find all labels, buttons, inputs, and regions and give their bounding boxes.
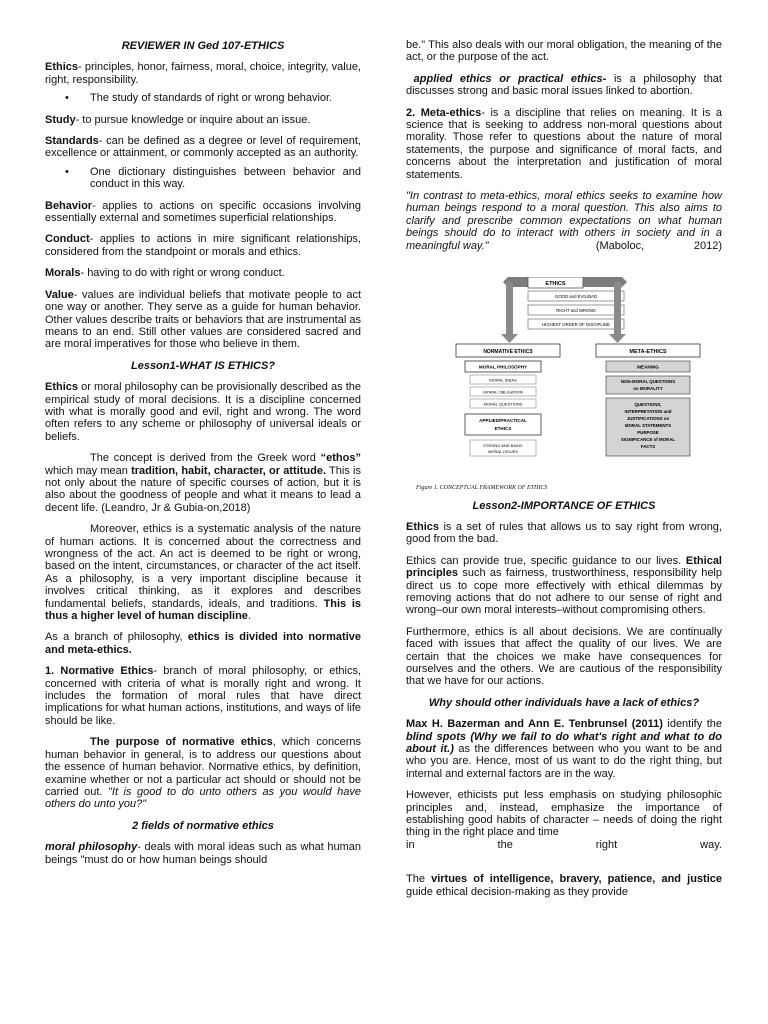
q-line-4: MORAL STATEMENTS (624, 422, 672, 428)
nonmoral-label-2: on MORALITY (633, 385, 663, 391)
q-line-1: QUESTIONS, (634, 401, 662, 407)
normative-purpose-paragraph: The purpose of normative ethics, which concerns human behavior in general, is to address our questions about the essence of human behavior. Normative ethics, by definition, examine whether or not a particular act should or should not be carried out. "It is good to do unto others as you would have others do unto you?" (45, 736, 361, 811)
moral-philosophy-label: MORAL PHILOSOPHY (478, 364, 528, 369)
q-line-3: JUSTIFICATIONS on (626, 415, 670, 421)
right-column (406, 39, 722, 907)
meta-label: META-ETHICS (629, 348, 667, 355)
fields-heading: 2 fields of normative ethics (132, 819, 274, 832)
applied-label-1: APPLIED/PRACTICAL (479, 417, 527, 423)
lesson1-paragraph-4: As a branch of philosophy, ethics is divided into normative and meta-ethics. (45, 631, 361, 656)
left-down-arrow (501, 282, 518, 343)
ethics-bullet-list (45, 92, 361, 104)
mp-item-1: MORAL IDEAS (489, 376, 517, 382)
top-item-1: GOOD and EVIL/BAD (554, 293, 598, 299)
list-item: • The study of standards of right or wrong behavior. (45, 92, 361, 104)
lesson1-paragraph-3: Moreover, ethics is a systematic analysis of the nature of human actions. It is concerned about the correctness and wrongness of the act. An act is deemed to be right or wrong, based on the intent, circumstances, or character of the act itself. As a philosophy, is a very important discipline because it involves critical thinking, as it explores and describes fundamental beliefs, standards, ideals, and traditions. This is thus a higher level of human discipline. (45, 523, 362, 623)
study-definition: Study- to pursue knowledge or inquire about an issue. (45, 113, 311, 126)
lesson1-paragraph-1: Ethics or moral philosophy can be provisionally described as the empirical study of moral decisions. It is a discipline concerned with what is morally good and evil, right and wrong. The word often refers to any scheme or philosophy of universal ideals or beliefs. (45, 381, 361, 443)
value-definition: Value- values are individual beliefs that motivate people to act one way or another. They serve as a guide for human behavior. Other values describe traits or behaviors that are instrumental as means to an end. Still other values are considered sacred and are moral imperatives for those who believe in them. (45, 288, 361, 351)
list-item: • One dictionary distinguishes between behavior and conduct in this way. (45, 166, 361, 191)
why-heading: Why should other individuals have a lack of ethics? (428, 696, 700, 709)
q-line-5: PURPOSE (637, 429, 659, 435)
applied-label-2: ETHICS (494, 425, 512, 431)
lesson2-heading: Lesson2-IMPORTANCE OF ETHICS (472, 499, 656, 512)
top-item-2: RIGHT and WRONG (556, 307, 596, 313)
normative-ethics-paragraph: 1. Normative Ethics- branch of moral philosophy, or ethics, concerned with criteria of what is morally right and wrong. It includes the formation of moral rules that have direct implications for what human actions, institutions, and ways of life should be like. (45, 665, 361, 727)
conduct-definition: Conduct- applies to actions in mire significant relationships, considered from the standpoint or morals and ethics. (45, 233, 361, 258)
morals-definition: Morals- having to do with right or wrong conduct. (45, 267, 285, 280)
continued-paragraph: be." This also deals with our moral obligation, the meaning of the act, or the purpose of the act. (406, 39, 722, 64)
virtues-paragraph: The virtues of intelligence, bravery, patience, and justice guide ethical decision-making as they provide (406, 873, 722, 898)
q-line-7: FACTS (640, 443, 656, 449)
maboloc-quote: "In contrast to meta-ethics, moral ethics seeks to examine how human beings respond to a moral question. This also aims to clarify and prescribe common expectations on what human beings should do to interact with others in society and in a meaningful way." (406, 190, 722, 252)
quote-citation: (Maboloc, 2012) (595, 240, 722, 253)
ethicists-last-line: in the right way. (406, 838, 722, 851)
ethicists-paragraph: However, ethicists put less emphasis on studying philosophic principles and, instead, emphasize the importance of establishing good habits of character – needs of doing the right thing in the right place and time (406, 789, 722, 839)
top-item-3: HIGHEST ORDER OF DISCIPLINE (542, 321, 610, 327)
ethics-label: ETHICS (545, 280, 566, 287)
ethics-definition: Ethics- principles, honor, fairness, moral, choice, integrity, value, right, responsibility. (45, 61, 361, 86)
strong-label-2: MORAL ISSUES (488, 448, 518, 454)
behavior-definition: Behavior- applies to actions on specific occasions involving essentially external and sometimes superficial relationships. (45, 199, 361, 225)
document-title: REVIEWER IN Ged 107-ETHICS (121, 40, 285, 52)
q-line-2: INTERPRETATION and (624, 408, 672, 414)
lesson2-paragraph-3: Furthermore, ethics is all about decisions. We are continually faced with issues that affect the quality of our lives. We are certain that the choices we make have consequences for ourselves and the others. We are cautious of the responsibility that we have for our actions. (406, 625, 722, 688)
lesson1-heading: Lesson1-WHAT IS ETHICS? (130, 359, 276, 372)
mp-item-2: MORAL OBLIGATION (483, 388, 523, 394)
bazerman-paragraph: Max H. Bazerman and Ann E. Tenbrunsel (2011) identify the blind spots (Why we fail to do what's right and what to do about it.) as the differences between who you want to be and who you are. Hence, most of us want to do the right thing, but internal and external factors are in the way. (406, 718, 723, 780)
lesson2-paragraph-1: Ethics is a set of rules that allows us to say right from wrong, good from the bad. (406, 520, 722, 546)
meta-ethics-paragraph: 2. Meta-ethics- is a discipline that relies on meaning. It is a science that is seeking to address non-moral questions about morality. Those refer to questions about the nature of moral statements, the purpose and significance of moral facts, and concerns about the interpretation and justification of moral statements. (406, 106, 723, 181)
moral-philosophy-paragraph: moral philosophy- deals with moral ideas such as what human beings "must do or how human beings should (45, 841, 361, 866)
left-column (45, 40, 361, 875)
mp-item-3: MORAL QUESTIONS (483, 400, 523, 406)
lesson2-paragraph-2: Ethics can provide true, specific guidance to our lives. Ethical principles such as fairness, trustworthiness, responsibility help direct us to cope more effectively with ethical dilemmas by removing actions that do not adhere to our sense of right and wrong–our own moral interests–without compromising others. (406, 554, 722, 617)
figure-caption: Figure 1. CONCEPTUAL FRAMEWORK OF ETHICS (416, 484, 548, 491)
standards-bullet-list (45, 166, 361, 191)
q-line-6: SIGNIFICANCE of MORAL (620, 436, 676, 442)
lesson1-paragraph-2: The concept is derived from the Greek word “ethos” which may mean tradition, habit, character, or attitude. This is not only about the nature of specific courses of action, but it is also about the goodness of people and what it means to lead a decent life. (Leandro, Jr & Gubia-on,2018) (45, 452, 361, 514)
nonmoral-label-1: NON-MORAL QUESTIONS (620, 378, 676, 384)
strong-label-1: STRONG AND BASIC (483, 442, 523, 448)
applied-ethics-paragraph: applied ethics or practical ethics- is a philosophy that discusses strong and basic moral issues linked to abortion. (406, 72, 722, 98)
conceptual-framework-figure (406, 277, 722, 492)
standards-definition: Standards- can be defined as a degree or level of requirement, excellence or attainment, or commonly accepted as an authority. (45, 135, 361, 160)
framework-diagram (406, 277, 722, 492)
meaning-label: MEANING (637, 364, 659, 369)
normative-label: NORMATIVE ETHICS (483, 348, 533, 355)
